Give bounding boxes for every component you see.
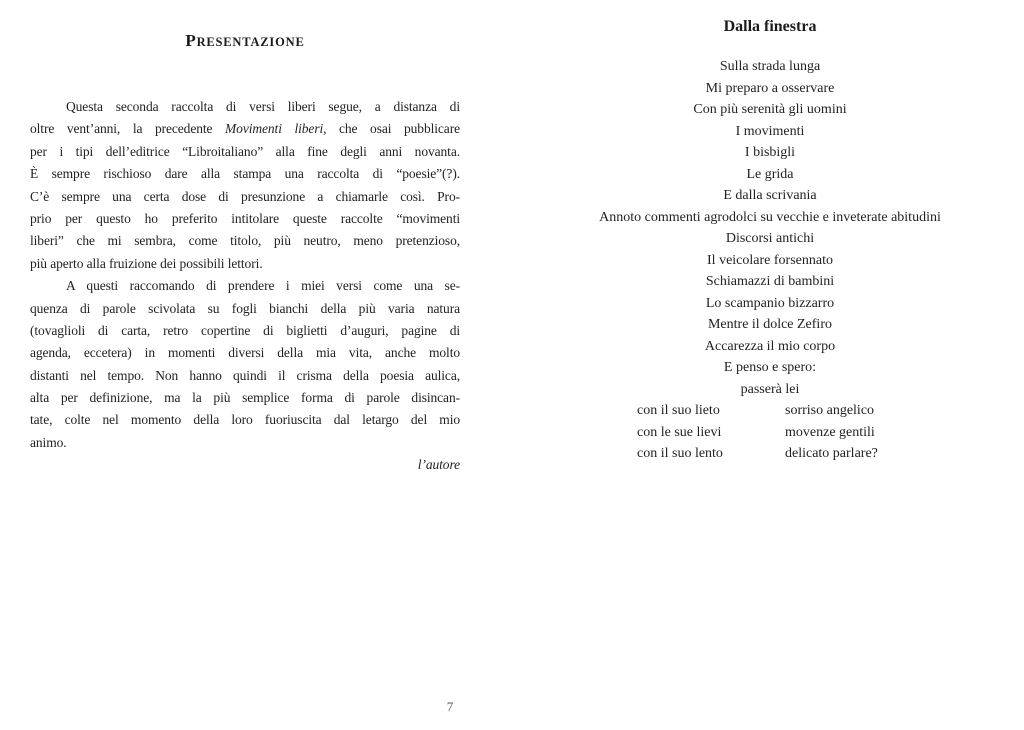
paragraph-line: distanti nel tempo. Non hanno quindi il crisma della poesia aulica, <box>30 367 460 383</box>
paragraph-line: (tovaglioli di carta, retro copertine di biglietti d’auguri, pagine di <box>30 322 460 338</box>
poem-column-right: sorriso angelico <box>785 403 875 418</box>
paragraph-line <box>30 118 460 140</box>
poem-line: E dalla scrivania <box>723 188 817 203</box>
poem-line: I movimenti <box>735 123 805 139</box>
presentation-heading: PRESENTAZIONE <box>185 31 305 50</box>
line-text: oltre vent’anni, la precedente <box>30 121 226 137</box>
paragraph-line: quenza di parole scivolata su fogli bianchi della più varia natura <box>30 300 460 316</box>
paragraph-line: tate, colte nel momento della loro fuoriuscita dal letargo del mio <box>30 412 460 428</box>
paragraph-2 <box>30 275 460 454</box>
presentation-text <box>30 96 460 477</box>
poem-line: I bisbigli <box>744 145 796 160</box>
paragraph-line: C’è sempre una certa dose di presunzione a chiamarle così. Pro- <box>30 188 460 204</box>
paragraph-line: prio per questo ho preferito intitolare queste raccolte “movimenti <box>30 210 460 226</box>
right-page <box>540 15 1000 465</box>
poem-column-left: con il suo lieto <box>637 403 720 418</box>
poem-line: Le grida <box>746 166 794 182</box>
poem-two-column-line <box>540 443 1000 465</box>
poem-column-right: delicato parlare? <box>785 446 878 461</box>
poem-line: Mentre il dolce Zefiro <box>707 317 832 332</box>
paragraph-line: È sempre rischioso dare alla stampa una raccolta di “poesie”(?). <box>30 166 460 182</box>
poem-line: Con più serenità gli uomini <box>693 102 847 117</box>
paragraph-line: animo. <box>30 434 67 450</box>
poem-line: Annoto commenti agrodolci su vecchie e inveterate abitudini <box>599 209 941 225</box>
paragraph-line: più aperto alla fruizione dei possibili lettori. <box>30 255 263 271</box>
poem-line: Lo scampanio bizzarro <box>705 295 835 311</box>
poem-line: Il veicolare forsennato <box>707 252 833 268</box>
page-number: 7 <box>446 699 454 714</box>
paragraph-1 <box>30 96 460 275</box>
poem-line: Sulla strada lunga <box>719 59 821 74</box>
paragraph-line: liberi” che mi sembra, come titolo, più neutro, meno pretenzioso, <box>30 233 460 249</box>
poem-line: Schiamazzi di bambini <box>705 274 835 289</box>
poem-column-left: con le sue lievi <box>637 424 722 440</box>
poem-column-left: con il suo lento <box>637 446 723 461</box>
poem-line: Accarezza il mio corpo <box>704 338 836 354</box>
paragraph-line: Questa seconda raccolta di versi liberi segue, a distanza di <box>66 99 460 114</box>
poem-line: E penso e spero: <box>723 360 817 375</box>
poem-line: passerà lei <box>740 381 800 397</box>
poem-column-right: movenze gentili <box>785 424 875 440</box>
emphasized-book-title: Movimenti liberi <box>225 121 324 137</box>
line-text: , che osai pubblicare <box>323 121 460 137</box>
left-page <box>30 26 460 477</box>
author-signature: l’autore <box>417 457 460 473</box>
paragraph-line: agenda, eccetera) in momenti diversi della mia vita, anche molto <box>30 345 460 361</box>
paragraph-line: per i tipi dell’editrice “Libroitaliano” alla fine degli anni novanta. <box>30 143 460 159</box>
poem-line: Discorsi antichi <box>725 231 815 246</box>
poem-two-column-line <box>540 400 1000 422</box>
poem-two-column-line <box>540 422 1000 444</box>
poem-line: Mi preparo a osservare <box>705 80 835 96</box>
paragraph-line: A questi raccomando di prendere i miei versi come una se- <box>66 278 460 294</box>
paragraph-line: alta per definizione, ma la più semplice forma di parole disincan- <box>30 390 460 406</box>
poem <box>540 56 1000 465</box>
poem-title: Dalla finestra <box>723 18 817 35</box>
